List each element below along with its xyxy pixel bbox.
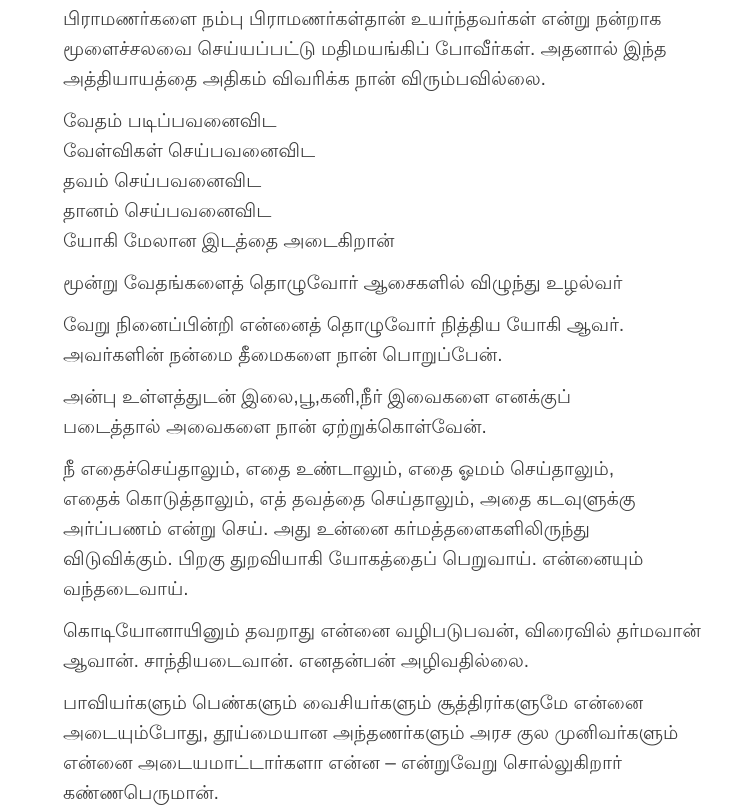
text-line: அர்ப்பணம் என்று செய். அது உன்னை கர்மத்தளைகளிலிருந்து (63, 519, 590, 540)
text-line: வேள்விகள் செய்பவனைவிட (63, 141, 316, 162)
text-line: படைத்தால் அவைகளை நான் ஏற்றுக்கொள்வேன். (63, 417, 487, 438)
document-body (63, 5, 699, 809)
text-line: தவம் செய்பவனைவிட (63, 171, 262, 192)
text-line: யோகி மேலான இடத்தை அடைகிறான் (63, 231, 395, 252)
paragraph (63, 689, 699, 809)
text-line: வந்தடைவாய். (63, 579, 189, 600)
text-line: வேறு நினைப்பின்றி என்னைத் தொழுவோர் நித்திய யோகி ஆவர். (63, 315, 625, 336)
paragraph (63, 617, 699, 677)
paragraph (63, 5, 699, 95)
text-line: எதைக் கொடுத்தாலும், எத் தவத்தை செய்தாலும், அதை கடவுளுக்கு (63, 489, 636, 510)
text-line: பாவியர்களும் பெண்களும் வைசியர்களும் சூத்திரர்களுமே என்னை (63, 693, 644, 714)
paragraph (63, 383, 699, 443)
text-line: மூன்று வேதங்களைத் தொழுவோர் ஆசைகளில் விழுந்து உழல்வர் (63, 273, 623, 294)
text-line: ஆவான். சாந்தியடைவான். எனதன்பன் அழிவதில்லை. (63, 651, 530, 672)
paragraph (63, 311, 699, 371)
paragraph (63, 107, 699, 257)
text-line: விடுவிக்கும். பிறகு துறவியாகி யோகத்தைப் பெறுவாய். என்னையும் (63, 549, 644, 570)
text-line: அடையும்போது, தூய்மையான அந்தணர்களும் அரச குல முனிவர்களும் (63, 723, 679, 744)
text-line: பிராமணர்களை நம்பு பிராமணர்கள்தான் உயர்ந்தவர்கள் என்று நன்றாக (63, 9, 662, 30)
text-line: கொடியோனாயினும் தவறாது என்னை வழிபடுபவன், விரைவில் தர்மவான் (63, 621, 701, 642)
text-line: அவர்களின் நன்மை தீமைகளை நான் பொறுப்பேன். (63, 345, 503, 366)
text-line: கண்ணபெருமான். (63, 783, 219, 804)
text-line: அத்தியாயத்தை அதிகம் விவரிக்க நான் விரும்பவில்லை. (63, 69, 546, 90)
text-line: வேதம் படிப்பவனைவிட (63, 111, 277, 132)
text-line: மூளைச்சலவை செய்யப்பட்டு மதிமயங்கிப் போவீர்கள். அதனால் இந்த (63, 39, 667, 60)
text-line: நீ எதைச்செய்தாலும், எதை உண்டாலும், எதை ஓமம் செய்தாலும், (63, 459, 615, 480)
paragraph (63, 455, 699, 605)
text-line: தானம் செய்பவனைவிட (63, 201, 272, 222)
text-line: என்னை அடையமாட்டார்களா என்ன – என்றுவேறு சொல்லுகிறார் (63, 753, 622, 774)
text-line: அன்பு உள்ளத்துடன் இலை,பூ,கனி,நீர் இவைகளை எனக்குப் (63, 387, 572, 408)
paragraph (63, 269, 699, 299)
